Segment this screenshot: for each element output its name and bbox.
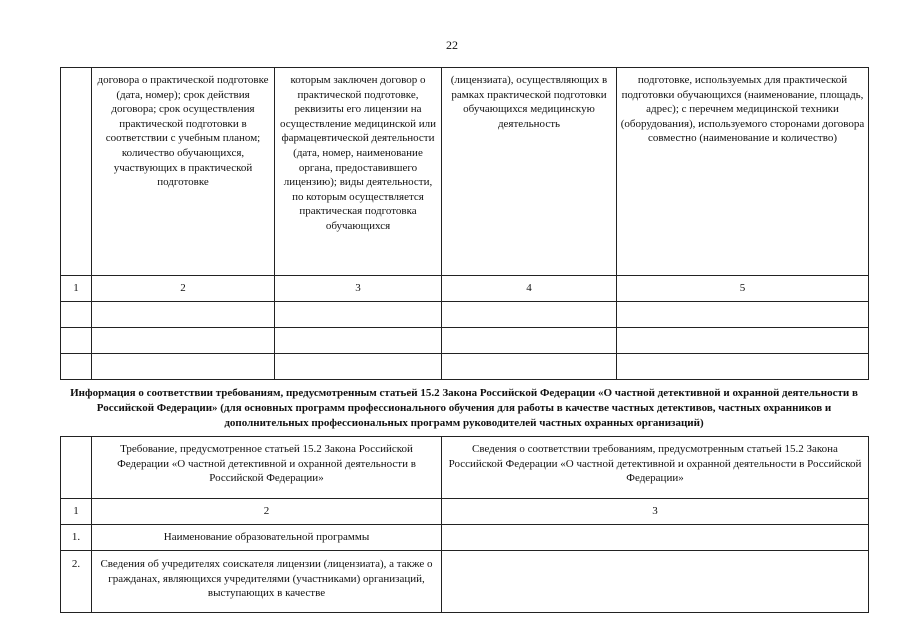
table-cell xyxy=(275,302,442,328)
table-cell xyxy=(61,302,92,328)
table-cell xyxy=(275,328,442,354)
compliance-table xyxy=(60,436,869,613)
table-cell xyxy=(61,328,92,354)
table1-column-numbers-row xyxy=(61,276,869,302)
table1-column-number: 2 xyxy=(92,276,275,302)
table2-column-number: 1 xyxy=(61,499,92,525)
info-cell xyxy=(442,551,869,613)
requirement-cell: Сведения об учредителях соискателя лицензии (лицензиата), а также о гражданах, являющихся учредителями (участниками) организаций, выступающих в качестве xyxy=(92,551,442,613)
row-index: 1. xyxy=(61,525,92,551)
table-cell xyxy=(92,328,275,354)
requirement-cell: Наименование образовательной программы xyxy=(92,525,442,551)
table-cell xyxy=(617,328,869,354)
table1-header-cell-3: которым заключен договор о практической подготовке, реквизиты его лицензии на осуществление медицинской или фармацевтической деятельности (дата, номер, наименование органа, предоставившего лицензию); виды деятельности, по которым осуществляется практическая подготовка обучающихся xyxy=(275,68,442,276)
table2-header-cell-2: Требование, предусмотренное статьей 15.2 Закона Российской Федерации «О частной детективной и охранной деятельности в Российской Федерации» xyxy=(92,437,442,499)
practical-training-table xyxy=(60,67,869,380)
section-title: Информация о соответствии требованиям, предусмотренным статьей 15.2 Закона Российской Федерации «О частной детективной и охранной деятельности в Российской Федерации» (для основных программ профессионального обучения для работы в качестве частных детективов, частных охранников и дополнительных профессиональных программ руководителей частных охранных организаций) xyxy=(70,387,858,429)
table2-header-cell-3: Сведения о соответствии требованиям, предусмотренным статьей 15.2 Закона Российской Федерации «О частной детективной и охранной деятельности в Российской Федерации» xyxy=(442,437,869,499)
table-row xyxy=(61,525,869,551)
table1-header-cell-5: подготовке, используемых для практической подготовки обучающихся (наименование, площадь, адрес); с перечнем медицинской техники (оборудования), используемого сторонами договора совместно (наименование и количество) xyxy=(617,68,869,276)
table1-empty-row xyxy=(61,354,869,380)
info-cell xyxy=(442,525,869,551)
table-cell xyxy=(92,354,275,380)
table-cell xyxy=(442,354,617,380)
table2-column-number: 3 xyxy=(442,499,869,525)
table1-header-cell-1 xyxy=(61,68,92,276)
table1-column-number: 4 xyxy=(442,276,617,302)
table1-column-number: 3 xyxy=(275,276,442,302)
table-cell xyxy=(617,302,869,328)
page-number: 22 xyxy=(446,38,458,52)
table1-header-cell-4: (лицензиата), осуществляющих в рамках практической подготовки обучающихся медицинскую деятельность xyxy=(442,68,617,276)
table1-column-number: 5 xyxy=(617,276,869,302)
table1-column-number: 1 xyxy=(61,276,92,302)
table2-header-row xyxy=(61,437,869,499)
table-row xyxy=(61,551,869,613)
table-cell xyxy=(61,354,92,380)
table2-header-cell-1 xyxy=(61,437,92,499)
table1-empty-row xyxy=(61,328,869,354)
table1-header-cell-2: договора о практической подготовке (дата, номер); срок действия договора; срок осуществления практической подготовки в соответствии с учебным планом; количество обучающихся, участвующих в практической подготовке xyxy=(92,68,275,276)
table-cell xyxy=(275,354,442,380)
table2-column-number: 2 xyxy=(92,499,442,525)
table-cell xyxy=(442,302,617,328)
table2-column-numbers-row xyxy=(61,499,869,525)
table1-empty-row xyxy=(61,302,869,328)
table-cell xyxy=(442,328,617,354)
row-index: 2. xyxy=(61,551,92,613)
table-cell xyxy=(617,354,869,380)
table-cell xyxy=(92,302,275,328)
table1-header-row xyxy=(61,68,869,276)
